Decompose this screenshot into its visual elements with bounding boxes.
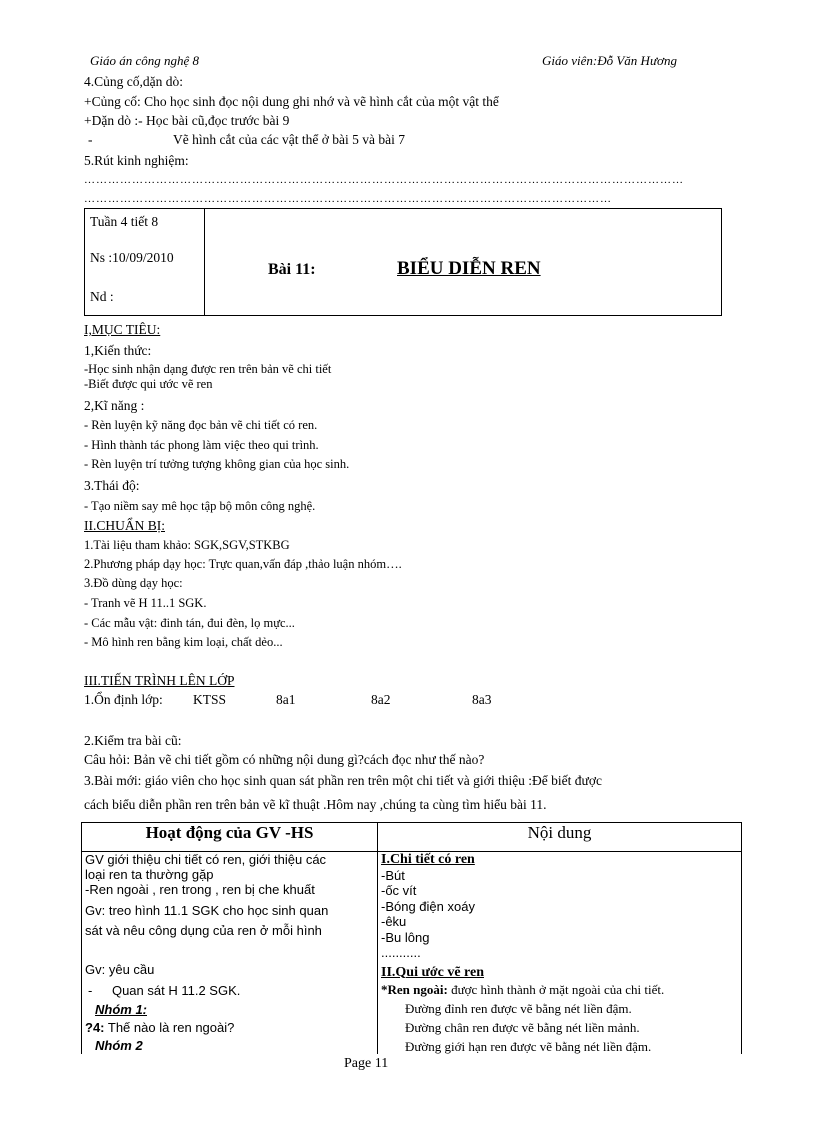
content-line: Đường chân ren được vẽ bằng nét liền mảnh. <box>405 1020 640 1035</box>
homework-dash: - <box>88 132 93 147</box>
page-number: Page 11 <box>344 1056 389 1071</box>
objectives-heading: I,MỤC TIÊU: <box>84 322 161 337</box>
content-line: ........... <box>381 945 421 960</box>
skills-heading: 2,Kĩ năng : <box>84 398 145 413</box>
ktss-label: KTSS <box>193 692 227 707</box>
consolidate-heading: 4.Củng cố,dặn dò: <box>84 74 183 89</box>
skills-item-1: - Rèn luyện kỹ năng đọc bản vẽ chi tiết có ren. <box>84 418 318 432</box>
external-thread-label: *Ren ngoài: <box>381 982 448 997</box>
question-text: Thế nào là ren ngoài? <box>104 1020 235 1035</box>
dotted-line-2: …………………………………………………………………………………………………………………… <box>84 193 612 205</box>
left-line: Gv: treo hình 11.1 SGK cho học sinh quan <box>85 903 329 918</box>
content-line: Đường đỉnh ren được vẽ bằng nét liền đậm. <box>405 1001 632 1016</box>
date-nd: Nd : <box>90 289 114 304</box>
activity-table <box>81 822 742 1054</box>
new-lesson-intro-1: 3.Bài mới: giáo viên cho học sinh quan sát phần ren trên một chi tiết và giới thiệu :Để biết được <box>84 773 602 788</box>
left-line: Gv: yêu cầu <box>85 962 155 977</box>
skills-item-3: - Rèn luyện trí tưởng tượng không gian của học sinh. <box>84 457 350 471</box>
experience-heading: 5.Rút kinh nghiệm: <box>84 153 189 168</box>
content-line: -Bút <box>381 867 405 883</box>
content-line: -êku <box>381 914 407 929</box>
content-line: -Bu lông <box>381 929 430 945</box>
content-line: -Bóng điện xoáy <box>381 898 475 914</box>
attitude-item-1: - Tạo niềm say mê học tập bộ môn công nghệ. <box>84 499 316 513</box>
content-heading-1: I.Chi tiết có ren <box>381 852 475 867</box>
class-8a3: 8a3 <box>472 692 492 707</box>
date-ns: Ns :10/09/2010 <box>90 250 174 265</box>
prep-methods: 2.Phương pháp dạy học: Trực quan,vấn đáp ,thảo luận nhóm…. <box>84 557 402 571</box>
group-1-label: Nhóm 1: <box>95 1002 147 1017</box>
external-thread-text: được hình thành ở mặt ngoài của chi tiết. <box>447 982 665 997</box>
lesson-number: Bài 11: <box>268 261 316 278</box>
procedure-heading: III.TIẾN TRÌNH LÊN LỚP <box>84 673 235 688</box>
skills-item-2: - Hình thành tác phong làm việc theo qui trình. <box>84 438 319 452</box>
attitude-heading: 3.Thái độ: <box>84 478 140 493</box>
left-line: sát và nêu công dụng của ren ở mỗi hình <box>85 923 322 938</box>
class-8a1: 8a1 <box>276 692 296 707</box>
prep-references: 1.Tài liệu tham khảo: SGK,SGV,STKBG <box>84 538 290 552</box>
prep-materials-heading: 3.Đồ dùng dạy học: <box>84 576 183 590</box>
knowledge-heading: 1,Kiến thức: <box>84 343 152 358</box>
left-line: GV giới thiệu chi tiết có ren, giới thiệu các <box>85 852 327 867</box>
left-observe: Quan sát H 11.2 SGK. <box>111 983 241 998</box>
title-box-divider <box>204 209 205 315</box>
header-right: Giáo viên:Đỗ Văn Hương <box>542 53 677 68</box>
content-heading-2: II.Qui ước vẽ ren <box>381 964 485 980</box>
content-line: -ốc vít <box>381 883 417 898</box>
homework-line-2: Vẽ hình cắt của các vật thể ở bài 5 và bài 7 <box>173 132 406 147</box>
table-cell-content <box>378 852 742 1055</box>
header-left: Giáo án công nghệ 8 <box>90 53 200 68</box>
week-period: Tuần 4 tiết 8 <box>90 214 159 229</box>
left-line <box>85 981 374 1001</box>
left-dash: - <box>88 983 93 998</box>
consolidate-line: +Củng cố: Cho học sinh đọc nội dung ghi nhớ và vẽ hình cắt của một vật thể <box>84 94 499 109</box>
prep-material-2: - Các mẫu vật: đinh tán, đui đèn, lọ mực... <box>84 616 295 630</box>
lesson-title-box <box>84 208 722 316</box>
class-8a2: 8a2 <box>371 692 391 707</box>
knowledge-item-2: -Biết được qui ước vẽ ren <box>84 377 213 391</box>
knowledge-item-1: -Học sinh nhận dạng được ren trên bản vẽ chi tiết <box>84 362 332 376</box>
prep-material-3: - Mô hình ren bằng kim loại, chất dẻo... <box>84 635 283 649</box>
table-header-content: Nội dung <box>378 823 742 852</box>
content-line: Đường giới hạn ren được vẽ bằng nét liền đậm. <box>405 1039 652 1054</box>
content-line <box>381 980 738 999</box>
new-lesson-intro-2: cách biểu diễn phần ren trên bản vẽ kĩ thuật .Hôm nay ,chúng ta cùng tìm hiểu bài 11. <box>84 797 547 812</box>
question-number: ?4: <box>85 1020 105 1035</box>
left-line <box>85 1019 374 1037</box>
homework-line: +Dặn dò :- Học bài cũ,đọc trước bài 9 <box>84 113 290 128</box>
check-question: Câu hỏi: Bản vẽ chi tiết gồm có những nội dung gì?cách đọc như thế nào? <box>84 752 485 767</box>
activity-table-clip <box>81 822 742 1054</box>
old-lesson-check: 2.Kiểm tra bài cũ: <box>84 733 182 748</box>
left-line: -Ren ngoài , ren trong , ren bị che khuất <box>85 882 315 897</box>
dotted-line-1: …………………………………………………………………………………………………………………………………… <box>84 174 684 186</box>
class-stabilization: 1.Ổn định lớp: <box>84 692 163 707</box>
left-line: loại ren ta thường gặp <box>85 867 214 882</box>
group-2-label: Nhóm 2 <box>95 1038 143 1053</box>
table-cell-activities <box>82 852 378 1055</box>
preparation-heading: II.CHUẨN BỊ: <box>84 518 165 533</box>
table-header-activities: Hoạt động của GV -HS <box>82 823 378 852</box>
lesson-title: BIỂU DIỄN REN <box>397 258 541 279</box>
prep-material-1: - Tranh vẽ H 11..1 SGK. <box>84 596 207 610</box>
